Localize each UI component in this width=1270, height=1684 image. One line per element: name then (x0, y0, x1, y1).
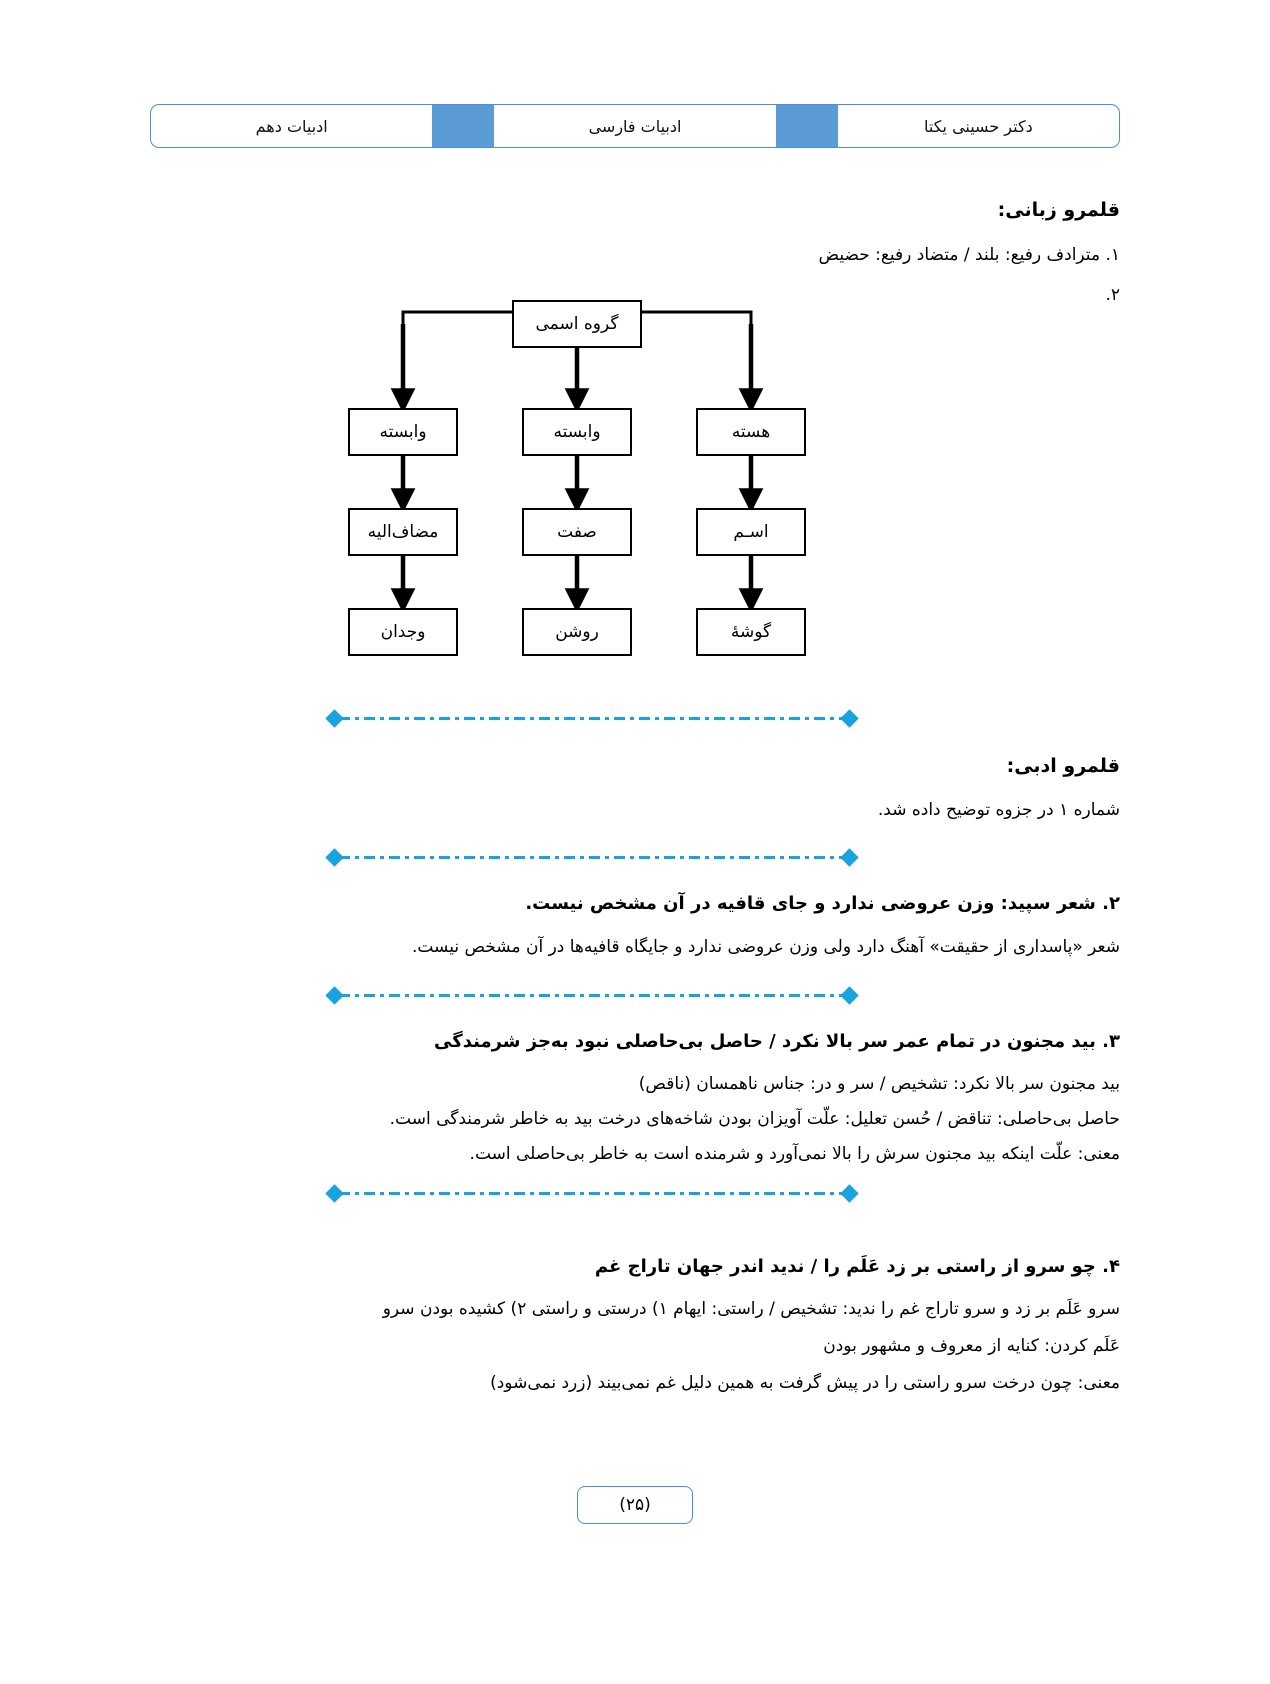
header-divider-2 (432, 105, 494, 147)
linguistic-section-title: قلمرو زبانی: (997, 199, 1120, 221)
item-2-heading: ۲. شعر سپید: وزن عروضی ندارد و جای قافیه در آن مشخص نیست. (525, 893, 1120, 914)
item-4-heading: ۴. چو سرو از راستی بر زد عَلَم را / ندید اندر جهان تاراج غم (594, 1256, 1120, 1277)
page-header (150, 104, 1120, 148)
header-subject: ادبیات فارسی (588, 116, 682, 136)
item-3-heading: ۳. بید مجنون در تمام عمر سر بالا نکرد / حاصل بی‌حاصلی نبود به‌جز شرمندگی (434, 1031, 1120, 1052)
section-divider-2 (328, 848, 856, 866)
tree-node-root: گروه اسمی (512, 300, 642, 348)
item-3-line-3: معنی: علّت اینکه بید مجنون سرش را بالا نمی‌آورد و شرمنده است به خاطر بی‌حاصلی است. (469, 1144, 1120, 1164)
section-divider-3 (328, 986, 856, 1004)
literary-section-title: قلمرو ادبی: (1006, 755, 1120, 777)
item-3-line-1: بید مجنون سر بالا نکرد: تشخیص / سر و در: جناس ناهمسان (ناقص) (638, 1074, 1120, 1094)
item-4-line-1: سرو عَلَم بر زد و سرو تاراج غم را ندید: تشخیص / راستی: ایهام ۱) درستی و راستی ۲) کشیده بودن سرو (382, 1299, 1120, 1319)
divider-diamond-left (840, 709, 858, 727)
divider-diamond-right (325, 986, 343, 1004)
tree-node-branch1-level2: صفت (522, 508, 632, 556)
header-author: دکتر حسینی یکتا (923, 116, 1033, 136)
header-grade: ادبیات دهم (255, 116, 328, 136)
tree-node-branch0-level2: مضاف‌الیه (348, 508, 458, 556)
divider-diamond-right (325, 709, 343, 727)
tree-node-branch0-level1: وابسته (348, 408, 458, 456)
divider-diamond-left (840, 848, 858, 866)
literary-intro-line: شماره ۱ در جزوه توضیح داده شد. (877, 800, 1120, 820)
divider-diamond-left (840, 1184, 858, 1202)
linguistic-item-1: ۱. مترادف رفیع: بلند / متضاد رفیع: حضیض (818, 245, 1120, 265)
divider-line (339, 1192, 845, 1195)
divider-diamond-left (840, 986, 858, 1004)
item-4-line-3: معنی: چون درخت سرو راستی را در پیش گرفت به همین دلیل غم نمی‌بیند (زرد نمی‌شود) (490, 1373, 1120, 1393)
item-2-line-1: شعر «پاسداری از حقیقت» آهنگ دارد ولی وزن عروضی ندارد و جایگاه قافیه‌ها در آن مشخص نیست. (411, 937, 1120, 957)
item-3-line-2: حاصل بی‌حاصلی: تناقض / حُسن تعلیل: علّت آویزان بودن شاخه‌های درخت بید به خاطر شرمندگی است. (389, 1109, 1120, 1129)
section-divider-1 (328, 709, 856, 727)
tree-node-branch1-level3: روشن (522, 608, 632, 656)
header-divider-1 (776, 105, 838, 147)
divider-line (339, 856, 845, 859)
item-4-line-2: عَلَم کردن: کنایه از معروف و مشهور بودن (823, 1336, 1120, 1356)
section-divider-4 (328, 1184, 856, 1202)
page-number-badge: (۲۵) (577, 1486, 693, 1524)
tree-node-branch2-level2: اسـم (696, 508, 806, 556)
divider-line (339, 717, 845, 720)
tree-node-branch0-level3: وجدان (348, 608, 458, 656)
noun-group-tree-diagram (340, 296, 830, 656)
tree-node-branch1-level1: وابسته (522, 408, 632, 456)
divider-line (339, 994, 845, 997)
tree-node-branch2-level3: گوشهٔ (696, 608, 806, 656)
linguistic-item-2: ۲. (1105, 285, 1120, 305)
divider-diamond-right (325, 848, 343, 866)
divider-diamond-right (325, 1184, 343, 1202)
tree-node-branch2-level1: هسته (696, 408, 806, 456)
tree-connectors (340, 296, 830, 656)
